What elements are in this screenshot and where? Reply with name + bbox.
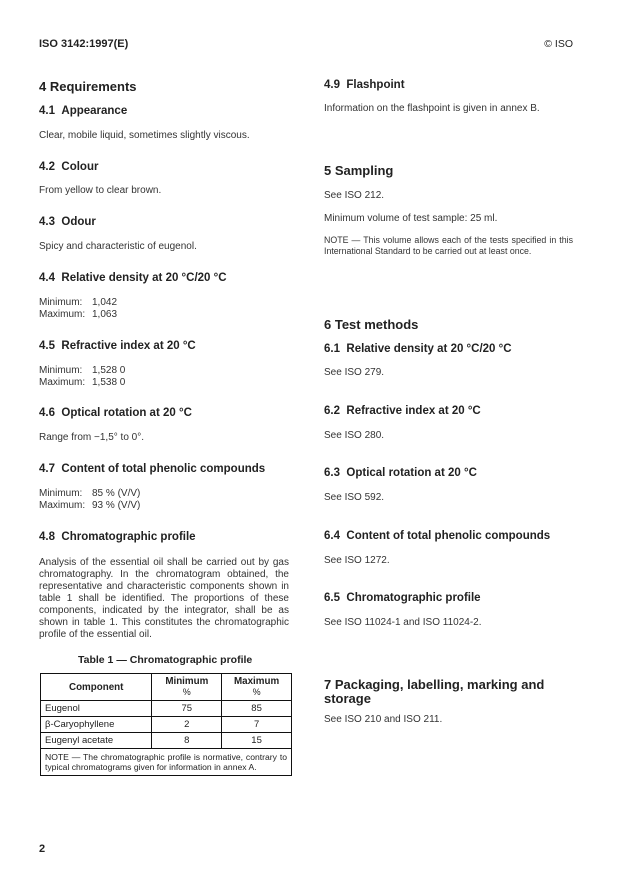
header-maximum: Maximum %	[222, 674, 292, 701]
min-label: Minimum:	[39, 488, 83, 499]
header-minimum: Minimum %	[152, 674, 222, 701]
rotation-text: Range from −1,5° to 0°.	[39, 432, 144, 443]
table-header-row	[41, 674, 292, 701]
chromatographic-text: Analysis of the essential oil shall be carried out by gas chromatography. In the chromatogram obtained, the representative and characteristic components shown in table 1 shall be identified. The proportions of these components, indicated by the integrator, shall be as shown in table 1. This constitutes the chromatographic profile of the essential oil.	[39, 557, 289, 640]
section-number: 6.3	[324, 467, 340, 479]
min-value: 1,042	[92, 297, 118, 308]
method-6-3-text: See ISO 592.	[324, 492, 385, 503]
min-label: Minimum:	[39, 365, 83, 376]
max-label: Maximum:	[39, 500, 86, 511]
header-component: Component	[41, 674, 152, 701]
section-number: 4.4	[39, 272, 55, 284]
section-title: Relative density at 20 °C/20 °C	[61, 272, 227, 284]
table-note-row	[41, 749, 292, 776]
section-title: Relative density at 20 °C/20 °C	[346, 343, 512, 355]
cell-max: 7	[222, 717, 292, 733]
section-4-5-heading	[39, 340, 196, 352]
flashpoint-text: Information on the flashpoint is given in annex B.	[324, 103, 540, 114]
section-title: Colour	[61, 161, 99, 173]
odour-text: Spicy and characteristic of eugenol.	[39, 241, 197, 252]
section-4-7-heading	[39, 463, 265, 475]
section-6-5-heading	[324, 592, 481, 604]
section-5-heading: 5 Sampling	[324, 163, 394, 178]
section-title: Content of total phenolic compounds	[346, 530, 551, 542]
section-4-heading: 4 Requirements	[39, 79, 137, 94]
method-6-4-text: See ISO 1272.	[324, 555, 390, 566]
table-row	[41, 701, 292, 717]
cell-max: 85	[222, 701, 292, 717]
section-4-6-heading	[39, 407, 192, 419]
section-6-2-heading	[324, 405, 481, 417]
cell-max: 15	[222, 733, 292, 749]
section-number: 4.5	[39, 340, 55, 352]
max-value: 1,063	[92, 309, 118, 320]
page-number: 2	[39, 843, 46, 855]
min-value: 1,528 0	[92, 365, 126, 376]
section-title: Optical rotation at 20 °C	[346, 467, 477, 479]
section-6-3-heading	[324, 467, 477, 479]
max-value: 93 % (V/V)	[92, 500, 141, 511]
document-id: ISO 3142:1997(E)	[39, 38, 129, 50]
copyright-mark: © ISO	[544, 38, 573, 50]
packaging-text: See ISO 210 and ISO 211.	[324, 714, 443, 725]
section-4-3-heading	[39, 216, 96, 228]
section-number: 4.7	[39, 463, 55, 475]
colour-text: From yellow to clear brown.	[39, 185, 162, 196]
section-number: 4.3	[39, 216, 55, 228]
section-title: Content of total phenolic compounds	[61, 463, 266, 475]
section-4-2-heading	[39, 161, 98, 173]
section-number: 6.2	[324, 405, 340, 417]
section-number: 4.1	[39, 105, 55, 117]
section-4-8-heading	[39, 531, 196, 543]
cell-min: 8	[152, 733, 222, 749]
section-title: Refractive index at 20 °C	[346, 405, 481, 417]
cell-min: 2	[152, 717, 222, 733]
section-title: Refractive index at 20 °C	[61, 340, 196, 352]
refractive-limits	[39, 365, 125, 389]
cell-min: 75	[152, 701, 222, 717]
section-number: 6.5	[324, 592, 340, 604]
section-4-9-heading	[324, 79, 405, 91]
min-value: 85 % (V/V)	[92, 488, 141, 499]
table-row	[41, 717, 292, 733]
section-title: Chromatographic profile	[346, 592, 481, 604]
cell-component: β-Caryophyllene	[41, 717, 152, 733]
phenolic-limits	[39, 488, 140, 512]
table-caption: Table 1 — Chromatographic profile	[78, 654, 253, 666]
section-6-heading: 6 Test methods	[324, 317, 419, 332]
max-value: 1,538 0	[92, 377, 126, 388]
section-number: 6.1	[324, 343, 340, 355]
density-limits	[39, 297, 117, 321]
max-label: Maximum:	[39, 377, 86, 388]
min-label: Minimum:	[39, 297, 83, 308]
section-7-heading	[324, 678, 544, 706]
section-number: 6.4	[324, 530, 340, 542]
sampling-note: NOTE — This volume allows each of the tests specified in this International Standard to be carried out at least once.	[324, 235, 573, 256]
cell-component: Eugenyl acetate	[41, 733, 152, 749]
section-title: Appearance	[61, 105, 128, 117]
appearance-text: Clear, mobile liquid, sometimes slightly viscous.	[39, 130, 250, 141]
section-number: 4.6	[39, 407, 55, 419]
method-6-5-text: See ISO 11024-1 and ISO 11024-2.	[324, 617, 482, 628]
section-7-title-line2: storage	[324, 691, 371, 706]
table-note: NOTE — The chromatographic profile is normative, contrary to typical chromatograms given for information in annex A.	[41, 749, 292, 776]
section-title: Flashpoint	[346, 79, 405, 91]
section-title: Odour	[61, 216, 96, 228]
section-number: 4.9	[324, 79, 340, 91]
section-number: 4.8	[39, 531, 55, 543]
section-7-title-line1: 7 Packaging, labelling, marking and	[324, 677, 545, 692]
section-title: Chromatographic profile	[61, 531, 196, 543]
table-row	[41, 733, 292, 749]
section-6-1-heading	[324, 343, 512, 355]
cell-component: Eugenol	[41, 701, 152, 717]
section-4-4-heading	[39, 272, 227, 284]
section-title: Optical rotation at 20 °C	[61, 407, 192, 419]
sample-volume-text: Minimum volume of test sample: 25 ml.	[324, 213, 498, 224]
section-number: 4.2	[39, 161, 55, 173]
method-6-2-text: See ISO 280.	[324, 430, 385, 441]
method-6-1-text: See ISO 279.	[324, 367, 385, 378]
chromatographic-table	[40, 673, 292, 776]
section-4-1-heading	[39, 105, 127, 117]
sampling-text: See ISO 212.	[324, 190, 385, 201]
section-6-4-heading	[324, 530, 550, 542]
max-label: Maximum:	[39, 309, 86, 320]
